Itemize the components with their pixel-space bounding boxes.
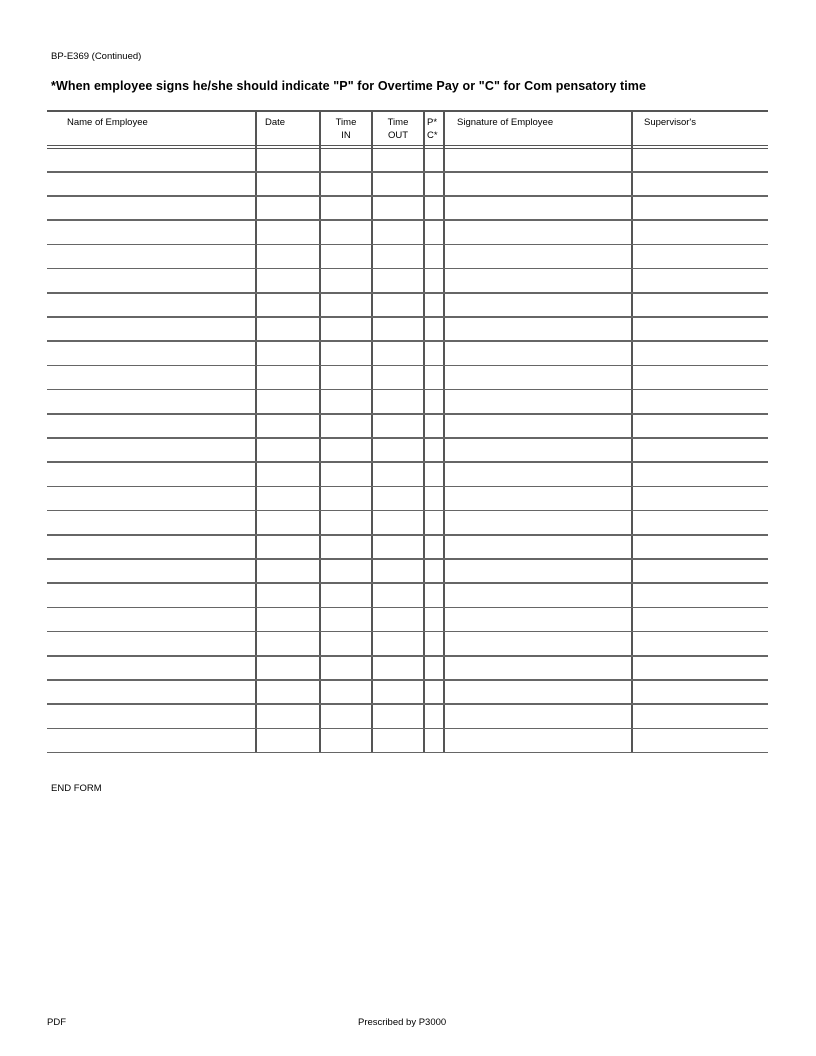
column-header-time-in: Time IN xyxy=(335,117,357,141)
column-header-time-out: Time OUT xyxy=(387,117,409,141)
header-bottom-rule xyxy=(47,145,768,146)
table-row xyxy=(47,268,768,270)
column-header-date: Date xyxy=(265,117,286,128)
footer-center: Prescribed by P3000 xyxy=(358,1017,447,1028)
column-header-pc: P* C* xyxy=(427,117,438,141)
table-row xyxy=(47,510,768,512)
table-row xyxy=(47,389,768,391)
table-row xyxy=(47,365,768,367)
table-row xyxy=(47,582,768,584)
table-row xyxy=(47,292,768,294)
header-bottom-rule-second xyxy=(47,148,768,149)
table-row xyxy=(47,534,768,536)
column-header-signature: Signature of Employee xyxy=(457,117,554,128)
table-top-rule xyxy=(47,110,768,112)
end-form-label: END FORM xyxy=(51,783,102,794)
column-header-name: Name of Employee xyxy=(67,117,148,128)
table-row xyxy=(47,461,768,463)
instruction-heading: *When employee signs he/she should indicate "P" for Overtime Pay or "C" for Com pensatory time xyxy=(51,79,647,93)
sign-in-table xyxy=(47,110,768,753)
table-row xyxy=(47,340,768,342)
footer-left: PDF xyxy=(47,1017,66,1028)
table-row xyxy=(47,752,768,754)
table-row xyxy=(47,171,768,173)
table-row xyxy=(47,244,768,246)
table-row xyxy=(47,607,768,609)
table-row xyxy=(47,703,768,705)
table-row xyxy=(47,486,768,488)
table-row xyxy=(47,631,768,633)
form-code: BP-E369 (Continued) xyxy=(51,51,142,62)
table-row xyxy=(47,316,768,318)
table-row xyxy=(47,195,768,197)
table-row xyxy=(47,655,768,657)
table-row xyxy=(47,728,768,730)
column-header-supervisor: Supervisor's xyxy=(644,117,696,128)
table-row xyxy=(47,413,768,415)
table-row xyxy=(47,558,768,560)
table-row xyxy=(47,219,768,221)
table-row xyxy=(47,437,768,439)
table-row xyxy=(47,679,768,681)
